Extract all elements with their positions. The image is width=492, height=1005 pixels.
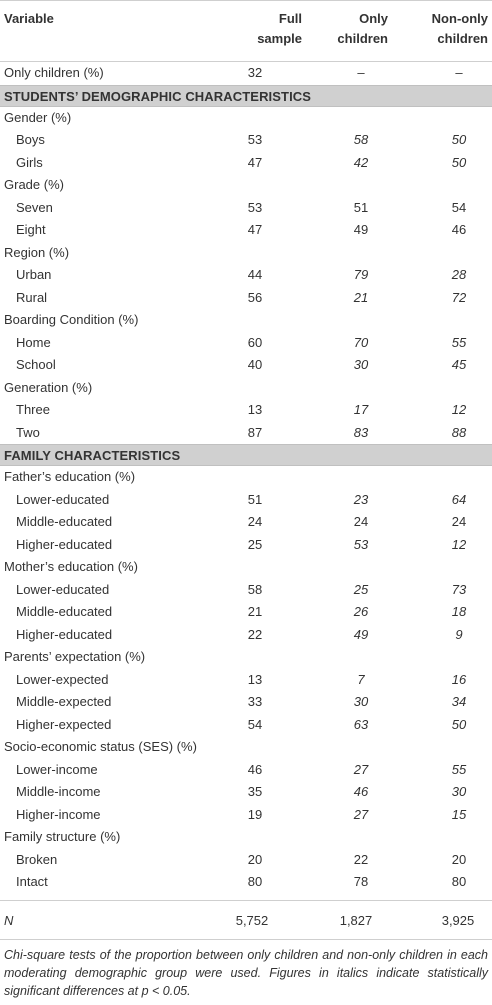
group-row (0, 826, 492, 849)
n-non: 3,925 (441, 912, 475, 928)
cell-full: 47 (247, 154, 263, 170)
table-row (0, 624, 492, 647)
cell-only: 42 (353, 154, 369, 170)
row-label: Mother’s education (%) (4, 559, 138, 574)
table-row (0, 422, 492, 445)
cell-only: 21 (353, 289, 369, 305)
cell-only: 22 (353, 851, 369, 867)
table-row (0, 871, 492, 894)
cell-full: 33 (247, 694, 263, 709)
cell-non: 45 (451, 357, 467, 372)
group-row (0, 107, 492, 130)
row-label: Middle-income (16, 784, 101, 799)
cell-non: 64 (451, 491, 467, 507)
table-row (0, 714, 492, 737)
table-body (0, 62, 492, 894)
cell-only: 53 (353, 536, 369, 552)
cell-non: 50 (451, 716, 467, 732)
row-label: Seven (16, 199, 53, 215)
cell-only: 26 (353, 604, 369, 619)
cell-only: 30 (353, 694, 369, 709)
table-row (0, 804, 492, 827)
cell-non: 34 (451, 694, 467, 709)
cell-only: 58 (353, 132, 369, 147)
table-row (0, 62, 492, 85)
cell-full: 53 (247, 199, 263, 215)
row-label: Middle-educated (16, 514, 113, 529)
cell-full: 44 (247, 267, 263, 282)
table-row (0, 264, 492, 287)
table-row (0, 759, 492, 782)
row-label: School (16, 357, 56, 372)
cell-full: 24 (247, 514, 263, 529)
row-label: Three (16, 402, 50, 417)
cell-only: – (357, 65, 365, 80)
cell-only: 24 (353, 514, 369, 529)
cell-non: 46 (451, 222, 467, 237)
table-footnote: Chi-square tests of the proportion between only children and non-only children in each moderating demographic group were used. Figures in italics indicate statistically significant differences at p < 0.05. (4, 947, 488, 998)
row-label: Lower-expected (16, 671, 109, 687)
n-only: 1,827 (339, 912, 373, 928)
cell-full: 19 (247, 806, 263, 822)
table-row (0, 219, 492, 242)
table-row (0, 287, 492, 310)
header-variable: Variable (4, 11, 54, 26)
row-label: Only children (%) (4, 65, 104, 80)
table-row (0, 691, 492, 714)
cell-non: 9 (455, 626, 463, 642)
row-label: Girls (16, 154, 43, 170)
cell-only: 78 (353, 874, 369, 889)
row-label: Parents’ expectation (%) (4, 649, 146, 664)
cell-non: 80 (451, 874, 467, 889)
cell-non: 73 (451, 581, 467, 597)
row-label: Grade (%) (4, 177, 64, 192)
group-row (0, 242, 492, 265)
section-header: STUDENTS’ DEMOGRAPHIC CHARACTERISTICS (0, 85, 492, 107)
group-row (0, 309, 492, 332)
cell-non: 16 (451, 671, 467, 687)
cell-only: 25 (353, 581, 369, 597)
row-label: Lower-income (16, 761, 98, 777)
cell-only: 27 (353, 806, 369, 822)
n-label: N (4, 912, 14, 928)
table-row (0, 129, 492, 152)
cell-full: 56 (247, 289, 263, 305)
cell-only: 27 (353, 761, 369, 777)
cell-only: 70 (353, 334, 369, 350)
table-row (0, 152, 492, 175)
row-label: Socio-economic status (SES) (%) (4, 739, 197, 754)
row-label: Rural (16, 289, 48, 305)
section-header: FAMILY CHARACTERISTICS (0, 444, 492, 466)
row-label: Lower-educated (16, 581, 110, 597)
table-row (0, 579, 492, 602)
cell-full: 80 (247, 874, 263, 889)
row-label: Generation (%) (4, 379, 93, 395)
cell-non: 55 (451, 334, 467, 350)
table-row (0, 849, 492, 872)
cell-only: 17 (353, 402, 369, 417)
cell-only: 7 (357, 671, 365, 687)
cell-full: 32 (247, 65, 263, 80)
cell-only: 49 (353, 222, 369, 237)
row-label: Middle-educated (16, 604, 113, 619)
cell-non: 50 (451, 154, 467, 170)
row-label: Middle-expected (16, 694, 112, 709)
cell-full: 13 (247, 671, 263, 687)
cell-only: 79 (353, 267, 369, 282)
cell-full: 25 (247, 536, 263, 552)
header-non-only-children: Non-only children (431, 11, 488, 46)
group-row (0, 556, 492, 579)
table-row (0, 511, 492, 534)
row-label: Lower-educated (16, 491, 110, 507)
cell-non: 24 (451, 514, 467, 529)
row-label: Boys (16, 132, 45, 147)
cell-non: 55 (451, 761, 467, 777)
row-label: Intact (16, 874, 48, 889)
cell-only: 30 (353, 357, 369, 372)
table-row (0, 399, 492, 422)
table-row (0, 332, 492, 355)
cell-full: 21 (247, 604, 263, 619)
header-only-children: Only children (337, 11, 388, 46)
cell-full: 54 (247, 716, 263, 732)
row-label: Family structure (%) (4, 829, 121, 844)
row-label: Two (16, 424, 40, 440)
cell-full: 47 (247, 222, 263, 237)
cell-non: 30 (451, 784, 467, 799)
row-label: Home (16, 334, 51, 350)
cell-only: 23 (353, 491, 369, 507)
table-row (0, 197, 492, 220)
group-row (0, 174, 492, 197)
cell-only: 83 (353, 424, 369, 440)
cell-full: 58 (247, 581, 263, 597)
cell-full: 40 (247, 357, 263, 372)
table-row (0, 669, 492, 692)
row-label: Gender (%) (4, 109, 72, 125)
cell-full: 60 (247, 334, 263, 350)
cell-non: 20 (451, 851, 467, 867)
cell-non: 88 (451, 424, 467, 440)
cell-full: 13 (247, 402, 263, 417)
cell-full: 87 (247, 424, 263, 440)
row-label: Region (%) (4, 244, 70, 260)
cell-non: 54 (451, 199, 467, 215)
cell-only: 51 (353, 199, 369, 215)
cell-non: 12 (451, 402, 467, 417)
table-row (0, 601, 492, 624)
row-label: Boarding Condition (%) (4, 312, 139, 327)
row-label: Higher-educated (16, 536, 113, 552)
cell-non: 18 (451, 604, 467, 619)
row-label: Urban (16, 267, 52, 282)
row-label: Father’s education (%) (4, 469, 136, 484)
cell-non: – (455, 65, 463, 80)
group-row (0, 466, 492, 489)
cell-only: 63 (353, 716, 369, 732)
n-row (0, 900, 492, 940)
row-label: Eight (16, 222, 46, 237)
row-label: Higher-educated (16, 626, 113, 642)
row-label: Higher-income (16, 806, 101, 822)
cell-only: 49 (353, 626, 369, 642)
cell-non: 28 (451, 267, 467, 282)
cell-only: 46 (353, 784, 369, 799)
cell-full: 22 (247, 626, 263, 642)
table-row (0, 534, 492, 557)
group-row (0, 646, 492, 669)
cell-full: 20 (247, 851, 263, 867)
table-header (0, 0, 492, 62)
cell-full: 53 (247, 132, 263, 147)
cell-non: 12 (451, 536, 467, 552)
cell-non: 72 (451, 289, 467, 305)
cell-full: 35 (247, 784, 263, 799)
group-row (0, 377, 492, 400)
header-full-sample: Full sample (257, 11, 302, 46)
n-full: 5,752 (235, 912, 269, 928)
cell-full: 51 (247, 491, 263, 507)
row-label: Broken (16, 851, 58, 867)
table-row (0, 489, 492, 512)
cell-full: 46 (247, 761, 263, 777)
table-row (0, 781, 492, 804)
table-row (0, 354, 492, 377)
cell-non: 50 (451, 132, 467, 147)
group-row (0, 736, 492, 759)
cell-non: 15 (451, 806, 467, 822)
row-label: Higher-expected (16, 716, 112, 732)
